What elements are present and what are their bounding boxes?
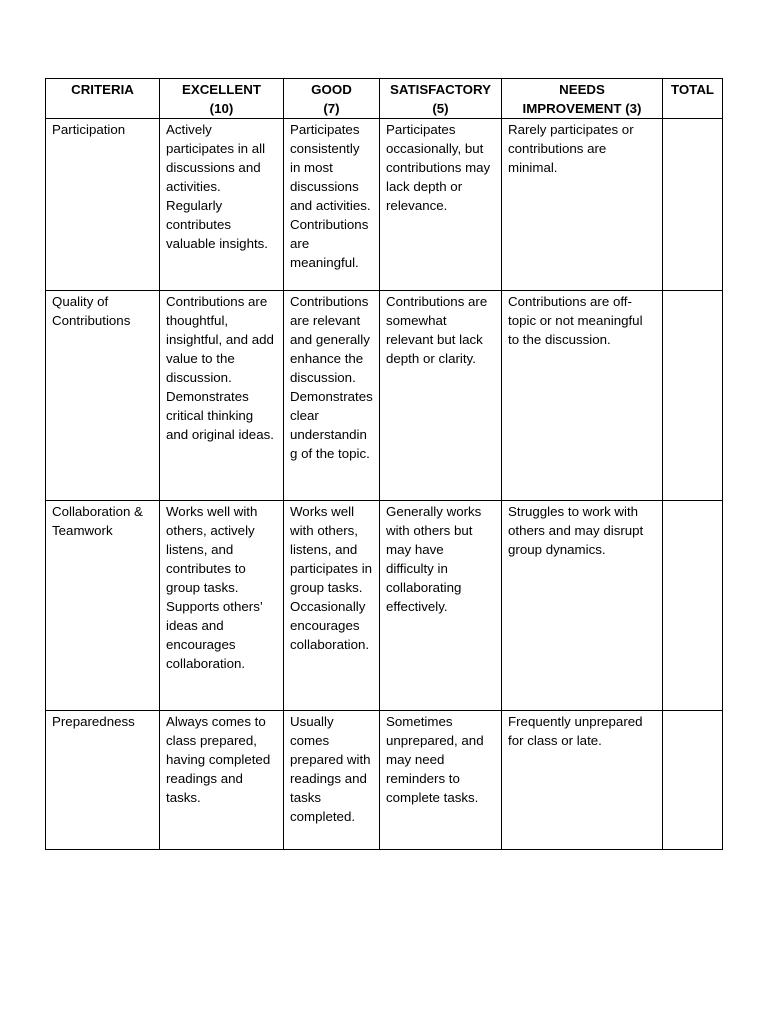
cell-satisfactory: Sometimes unprepared, and may need reminders to complete tasks. bbox=[380, 711, 502, 850]
header-excellent-points: (10) bbox=[209, 101, 234, 116]
header-excellent-label: EXCELLENT bbox=[181, 82, 262, 97]
header-satisfactory-label: SATISFACTORY bbox=[390, 82, 491, 97]
cell-total bbox=[663, 291, 723, 501]
cell-criteria: Quality of Contributions bbox=[46, 291, 160, 501]
header-total bbox=[663, 79, 723, 119]
cell-criteria: Preparedness bbox=[46, 711, 160, 850]
cell-needs-improvement: Frequently unprepared for class or late. bbox=[502, 711, 663, 850]
cell-criteria: Collaboration & Teamwork bbox=[46, 501, 160, 711]
cell-satisfactory: Participates occasionally, but contributions may lack depth or relevance. bbox=[380, 119, 502, 291]
cell-total bbox=[663, 711, 723, 850]
header-needs-improvement bbox=[502, 79, 663, 119]
header-satisfactory-points: (5) bbox=[432, 101, 449, 116]
cell-good: Works well with others, listens, and participates in group tasks. Occasionally encourages collaboration. bbox=[284, 501, 380, 711]
cell-satisfactory: Contributions are somewhat relevant but lack depth or clarity. bbox=[380, 291, 502, 501]
cell-satisfactory: Generally works with others but may have difficulty in collaborating effectively. bbox=[380, 501, 502, 711]
header-good bbox=[284, 79, 380, 119]
cell-good: Usually comes prepared with readings and tasks completed. bbox=[284, 711, 380, 850]
header-good-label: GOOD bbox=[311, 82, 352, 97]
cell-excellent: Works well with others, actively listens, and contributes to group tasks. Supports others’ ideas and encourages collaboration. bbox=[160, 501, 284, 711]
header-total-label: TOTAL bbox=[670, 82, 715, 97]
table-row bbox=[46, 119, 723, 291]
header-criteria bbox=[46, 79, 160, 119]
table-header-row bbox=[46, 79, 723, 119]
cell-excellent: Contributions are thoughtful, insightful, and add value to the discussion. Demonstrates critical thinking and original ideas. bbox=[160, 291, 284, 501]
cell-needs-improvement: Contributions are off-topic or not meaningful to the discussion. bbox=[502, 291, 663, 501]
table-row bbox=[46, 711, 723, 850]
cell-excellent: Actively participates in all discussions and activities. Regularly contributes valuable insights. bbox=[160, 119, 284, 291]
cell-good: Contributions are relevant and generally enhance the discussion. Demonstrates clear understanding of the topic. bbox=[284, 291, 380, 501]
cell-excellent: Always comes to class prepared, having completed readings and tasks. bbox=[160, 711, 284, 850]
cell-good: Participates consistently in most discussions and activities. Contributions are meaningful. bbox=[284, 119, 380, 291]
cell-criteria: Participation bbox=[46, 119, 160, 291]
rubric-table bbox=[45, 78, 723, 850]
header-excellent bbox=[160, 79, 284, 119]
cell-needs-improvement: Struggles to work with others and may disrupt group dynamics. bbox=[502, 501, 663, 711]
table-row bbox=[46, 291, 723, 501]
header-good-points: (7) bbox=[323, 101, 340, 116]
cell-needs-improvement: Rarely participates or contributions are minimal. bbox=[502, 119, 663, 291]
header-satisfactory bbox=[380, 79, 502, 119]
header-criteria-label: CRITERIA bbox=[71, 82, 134, 97]
cell-total bbox=[663, 119, 723, 291]
cell-total bbox=[663, 501, 723, 711]
table-row bbox=[46, 501, 723, 711]
header-needs-improvement-points: IMPROVEMENT (3) bbox=[522, 101, 642, 116]
header-needs-improvement-label: NEEDS bbox=[559, 82, 605, 97]
